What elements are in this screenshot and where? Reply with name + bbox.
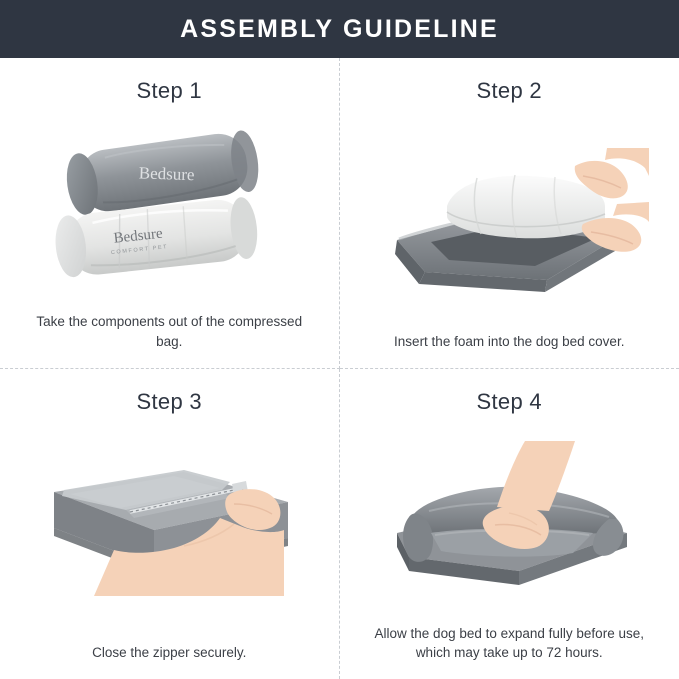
step-2-title: Step 2: [476, 78, 542, 103]
step-3-caption: Close the zipper securely.: [92, 645, 247, 661]
page-title: ASSEMBLY GUIDELINE: [180, 14, 499, 43]
svg-text:Bedsure: Bedsure: [113, 225, 164, 247]
step-cell-1: [0, 58, 340, 369]
step-3-illustration: [18, 419, 321, 644]
step-1-illustration: [18, 108, 321, 312]
step-3-title: Step 3: [136, 388, 202, 414]
close-zipper-image: [34, 446, 304, 616]
step-cell-2: [340, 58, 679, 369]
step-cell-4: [340, 369, 679, 679]
step-4-caption: Allow the dog bed to expand fully before use, which may take up to 72 hours.: [374, 625, 644, 661]
insert-foam-image: [369, 132, 649, 307]
step-2-illustration: [358, 108, 662, 332]
steps-grid: [0, 58, 679, 679]
step-1-title: Step 1: [136, 78, 202, 103]
step-4-illustration: [358, 419, 662, 624]
expanded-bed-image: [369, 441, 649, 601]
step-cell-3: [0, 369, 340, 679]
compressed-rolls-image: [39, 123, 299, 298]
header-bar: [0, 0, 679, 58]
step-2-caption: Insert the foam into the dog bed cover.: [394, 333, 625, 349]
svg-text:Bedsure: Bedsure: [138, 163, 196, 184]
step-1-caption: Take the components out of the compressed bag.: [36, 314, 303, 349]
step-4-title: Step 4: [476, 388, 542, 414]
svg-text:COMFORT PET: COMFORT PET: [110, 243, 169, 256]
